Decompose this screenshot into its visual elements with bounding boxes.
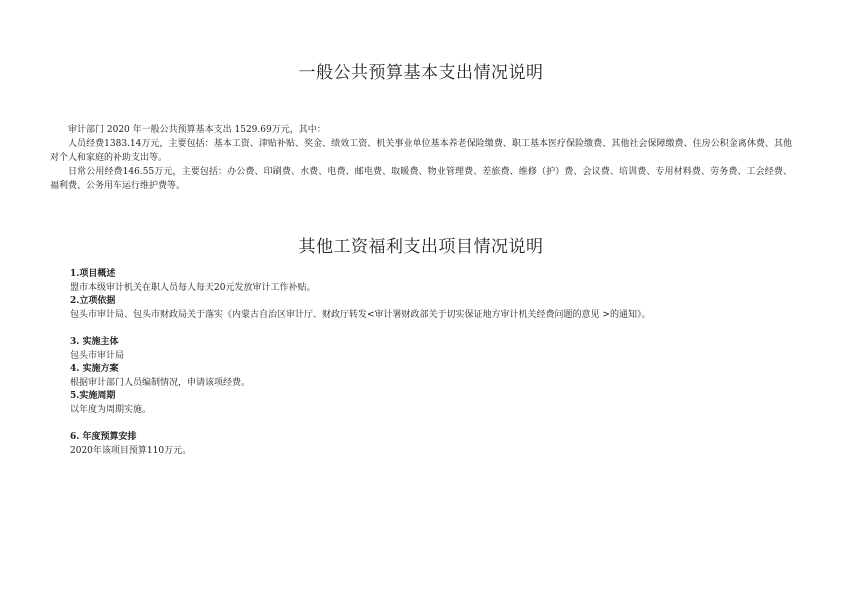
section-heading: 5.实施周期 xyxy=(70,391,116,401)
section-body: 2020年该项目预算110万元。 xyxy=(70,445,192,456)
section-heading: 4. 实施方案 xyxy=(70,364,119,374)
personnel-expense-paragraph: 人员经费1383.14万元，主要包括：基本工资、津贴补贴、奖金、绩效工资、机关事业单位基本养老保险缴费、职工基本医疗保险缴费、其他社会保障缴费、住房公积金离休费、其他对个人和家庭的补助支出等。 xyxy=(50,139,792,163)
section-heading: 3. 实施主体 xyxy=(70,337,119,347)
section-overview xyxy=(70,268,790,295)
section-title: 其他工资福利支出项目情况说明 xyxy=(298,237,544,257)
section-plan xyxy=(70,363,790,390)
section-heading: 2.立项依据 xyxy=(70,296,116,306)
section-body: 以年度为周期实施。 xyxy=(70,404,152,415)
section-body: 包头市审计局、包头市财政局关于落实《内蒙古自治区审计厅、财政厅转发<审计署财政部关于切实保证地方审计机关经费问题的意见 >的通知》。 xyxy=(70,309,651,320)
section-body: 根据审计部门人员编制情况，申请该项经费。 xyxy=(70,377,251,388)
page-title: 一般公共预算基本支出情况说明 xyxy=(298,63,544,83)
section-executor xyxy=(70,336,790,363)
section-body: 盟市本级审计机关在职人员每人每天20元发放审计工作补贴。 xyxy=(70,282,316,293)
summary-paragraph: 审计部门 2020 年一般公共预算基本支出 1529.69万元，其中： xyxy=(68,125,326,135)
section-budget xyxy=(70,431,790,458)
section-basis xyxy=(70,295,790,322)
section-period xyxy=(70,390,790,417)
section-body: 包头市审计局 xyxy=(70,350,125,361)
section-heading: 6. 年度预算安排 xyxy=(70,432,137,442)
section-heading: 1.项目概述 xyxy=(70,269,116,279)
public-expense-paragraph: 日常公用经费146.55万元，主要包括：办公费、印刷费、水费、电费、邮电费、取暖费、物业管理费、差旅费、维修（护）费、会议费、培训费、专用材料费、劳务费、工会经费、福利费、公务用车运行维护费等。 xyxy=(50,167,792,191)
